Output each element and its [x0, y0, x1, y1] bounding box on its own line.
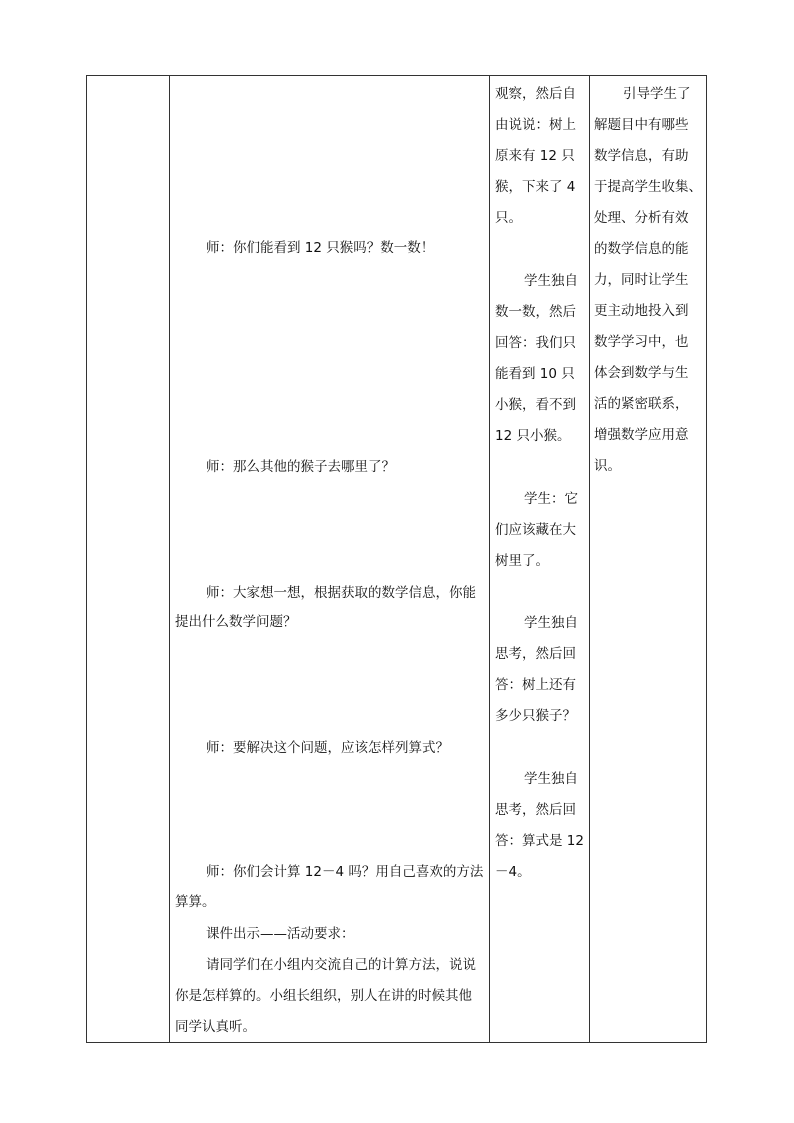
student-line: 思考，然后回 [495, 646, 576, 662]
student-line: 由说说：树上 [495, 117, 576, 133]
teacher-line: 师：你们会计算 12－4 吗？用自己喜欢的方法 [206, 864, 484, 880]
teacher-line: 师：你们能看到 12 只猴吗？数一数！ [206, 240, 435, 256]
student-line: 树里了。 [495, 553, 549, 569]
teacher-line: 你是怎样算的。小组长组织，别人在讲的时候其他 [175, 988, 472, 1004]
teacher-line: 提出什么数学问题？ [175, 614, 297, 630]
intent-line: 力，同时让学生 [594, 272, 689, 288]
student-line: －4。 [495, 864, 531, 880]
student-line: 观察，然后自 [495, 86, 576, 102]
intent-line: 引导学生了 [623, 86, 691, 102]
student-line: 学生独自 [524, 273, 578, 289]
intent-line: 数学信息，有助 [594, 148, 689, 164]
intent-line: 增强数学应用意 [594, 427, 689, 443]
student-activity-column [489, 76, 589, 1042]
student-line: 回答：我们只 [495, 335, 576, 351]
student-line: 猴，下来了 4 [495, 179, 576, 195]
intent-line: 活的紧密联系， [594, 396, 689, 412]
student-line: 答：算式是 12 [495, 833, 584, 849]
student-line: 学生：它 [524, 491, 578, 507]
student-line: 能看到 10 只 [495, 366, 575, 382]
student-line: 原来有 12 只 [495, 148, 575, 164]
intent-line: 更主动地投入到 [594, 303, 689, 319]
student-line: 只。 [495, 210, 522, 226]
student-line: 学生独自 [524, 615, 578, 631]
teacher-line: 师：要解决这个问题，应该怎样列算式？ [206, 740, 449, 756]
student-line: 答：树上还有 [495, 677, 576, 693]
teacher-line: 算算。 [175, 894, 216, 910]
stage-column [87, 76, 169, 1042]
intent-line: 数学学习中，也 [594, 334, 689, 350]
design-intent-column [589, 76, 706, 1042]
teacher-line: 师：大家想一想，根据获取的数学信息，你能 [206, 585, 476, 601]
student-line: 12 只小猴。 [495, 428, 571, 444]
teacher-line: 课件出示——活动要求： [206, 926, 355, 942]
student-line: 小猴，看不到 [495, 397, 576, 413]
intent-line: 于提高学生收集、 [594, 179, 702, 195]
intent-line: 解题目中有哪些 [594, 117, 689, 133]
intent-line: 处理、分析有效 [594, 210, 689, 226]
teacher-activity-column [169, 76, 489, 1042]
teacher-line: 请同学们在小组内交流自己的计算方法，说说 [206, 957, 476, 973]
student-line: 思考，然后回 [495, 802, 576, 818]
intent-line: 体会到数学与生 [594, 365, 689, 381]
intent-line: 的数学信息的能 [594, 241, 689, 257]
intent-line: 识。 [594, 458, 621, 474]
teacher-line: 同学认真听。 [175, 1019, 256, 1035]
student-line: 学生独自 [524, 771, 578, 787]
teacher-line: 师：那么其他的猴子去哪里了？ [206, 459, 395, 475]
student-line: 们应该藏在大 [495, 522, 576, 538]
lesson-table [86, 75, 707, 1043]
student-line: 数一数，然后 [495, 304, 576, 320]
student-line: 多少只猴子？ [495, 708, 576, 724]
